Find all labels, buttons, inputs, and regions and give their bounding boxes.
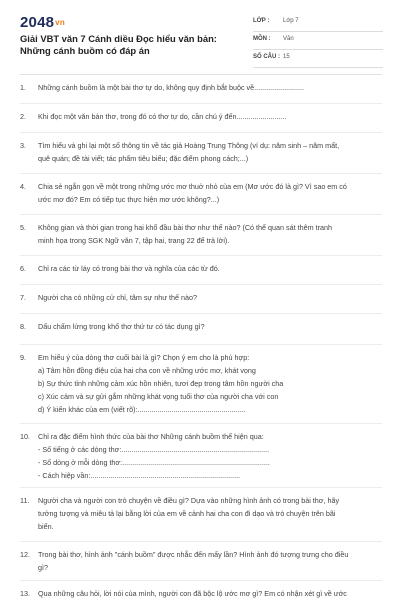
- logo-text: 2048: [20, 14, 55, 31]
- question-separator: [20, 423, 382, 424]
- question-number: 12.: [20, 550, 30, 559]
- question-text: [38, 587, 378, 600]
- meta-value: Lớp 7: [283, 18, 299, 24]
- question-line: Người cha có những cử chỉ, tâm sự như thế nào?: [38, 293, 198, 302]
- question-separator: [20, 132, 382, 133]
- question-line: - Cách hiệp vần:...........................................................................: [38, 471, 241, 480]
- question-line: Qua những câu hỏi, lời nói của mình, người con đã bộc lộ ước mơ gì? Em có nhận xét gì về ước: [38, 589, 347, 598]
- question-text: [38, 221, 378, 247]
- meta-label: MÔN :: [253, 36, 271, 42]
- question-separator: [20, 344, 382, 345]
- meta-row-subject: [253, 32, 383, 50]
- page-title: Giải VBT văn 7 Cánh diều Đọc hiểu văn bản: Những cánh buồm có đáp án: [20, 33, 217, 56]
- question-number: 5.: [20, 223, 26, 232]
- question-line: b) Sự thức tỉnh những cảm xúc hồn nhiên, tươi đẹp trong tâm hồn người cha: [38, 379, 284, 388]
- question-text: [38, 139, 378, 165]
- question-text: [38, 430, 378, 482]
- question-number: 10.: [20, 432, 30, 441]
- question-text: [38, 262, 378, 275]
- question-line: quê quán; đề tài viết; tác phẩm tiêu biểu; đặc điểm phong cách;...): [38, 154, 249, 163]
- question-line: ước mơ đó? Em có tiếp tục thực hiện mơ ước không?...): [38, 195, 220, 204]
- question-line: Người cha và người con trò chuyện về điều gì? Dựa vào những hình ảnh có trong bài thơ, hãy: [38, 496, 340, 505]
- question-line: Chỉ ra các từ láy có trong bài thơ và nghĩa của các từ đó.: [38, 264, 220, 273]
- question-separator: [20, 541, 382, 542]
- question-line: d) Ý kiến khác của em (viết rõ):......................................................: [38, 405, 246, 414]
- question-line: - Số tiếng ở các dòng thơ:..........................................................................: [38, 445, 270, 454]
- question-separator: [20, 103, 382, 104]
- question-text: [38, 351, 378, 416]
- meta-label: LỚP :: [253, 18, 270, 24]
- question-text: [38, 81, 378, 94]
- question-line: Em hiểu ý của dòng thơ cuối bài là gì? Chọn ý em cho là phù hợp:: [38, 353, 250, 362]
- question-line: Dấu chấm lửng trong khổ thơ thứ tư có tác dụng gì?: [38, 322, 205, 331]
- question-separator: [20, 214, 382, 215]
- question-number: 7.: [20, 293, 26, 302]
- question-separator: [20, 173, 382, 174]
- question-line: minh họa trong SGK Ngữ văn 7, tập hai, trang 22 để trả lời).: [38, 236, 230, 245]
- question-line: c) Xúc cảm và sự gửi gắm những khát vọng tuổi thơ của người cha với con: [38, 392, 279, 401]
- meta-value: 15: [283, 54, 290, 60]
- question-separator: [20, 487, 382, 488]
- worksheet-header: [0, 0, 400, 70]
- question-number: 8.: [20, 322, 26, 331]
- question-number: 2.: [20, 112, 26, 121]
- question-text: [38, 494, 378, 533]
- question-line: Tìm hiểu và ghi lại một số thông tin về tác giả Hoàng Trung Thông (ví dụ: năm sinh – năm mất,: [38, 141, 340, 150]
- question-line: Chỉ ra đặc điểm hình thức của bài thơ Những cánh buồm thể hiện qua:: [38, 432, 264, 441]
- question-number: 1.: [20, 83, 26, 92]
- logo-suffix: vn: [55, 18, 65, 27]
- question-separator: [20, 313, 382, 314]
- question-number: 9.: [20, 353, 26, 362]
- question-line: a) Tâm hồn đồng điệu của hai cha con về những ước mơ, khát vọng: [38, 366, 256, 375]
- question-number: 11.: [20, 496, 30, 505]
- question-number: 4.: [20, 182, 26, 191]
- question-line: Khi đọc một văn bản thơ, trong đó có thơ tự do, cần chú ý đến.........................: [38, 112, 287, 121]
- meta-row-class: [253, 14, 383, 32]
- question-line: Không gian và thời gian trong hai khổ đầu bài thơ như thế nào? (Có thể quan sát thêm tranh: [38, 223, 332, 232]
- question-separator: [20, 284, 382, 285]
- header-divider: [20, 74, 382, 75]
- question-text: [38, 110, 378, 123]
- meta-row-question-count: [253, 50, 383, 68]
- question-text: [38, 180, 378, 206]
- question-line: - Số dòng ở mỗi dòng thơ:..........................................................................: [38, 458, 270, 467]
- meta-label: SỐ CÂU :: [253, 54, 280, 60]
- meta-table: [253, 14, 383, 68]
- question-number: 3.: [20, 141, 26, 150]
- question-text: [38, 320, 378, 333]
- question-line: Chia sẻ ngắn gọn về một trong những ước mơ thuở nhỏ của em (Mơ ước đó là gì? Vì sao em có: [38, 182, 347, 191]
- question-separator: [20, 580, 382, 581]
- site-logo[interactable]: [20, 14, 65, 30]
- question-number: 6.: [20, 264, 26, 273]
- question-text: [38, 291, 378, 304]
- question-line: Trong bài thơ, hình ảnh "cánh buồm" được nhắc đến mấy lần? Hình ảnh đó tượng trưng cho điều: [38, 550, 349, 559]
- meta-value: Văn: [283, 36, 294, 42]
- question-line: gì?: [38, 563, 48, 572]
- question-line: tưởng tượng và miêu tả lại bằng lời của em về cảnh hai cha con đi dạo và trò chuyện trên bãi: [38, 509, 336, 518]
- question-text: [38, 548, 378, 574]
- question-separator: [20, 255, 382, 256]
- question-number: 13.: [20, 589, 30, 598]
- question-line: Những cánh buồm là một bài thơ tự do, không quy định bắt buộc về.........................: [38, 83, 305, 92]
- question-line: biển.: [38, 522, 54, 531]
